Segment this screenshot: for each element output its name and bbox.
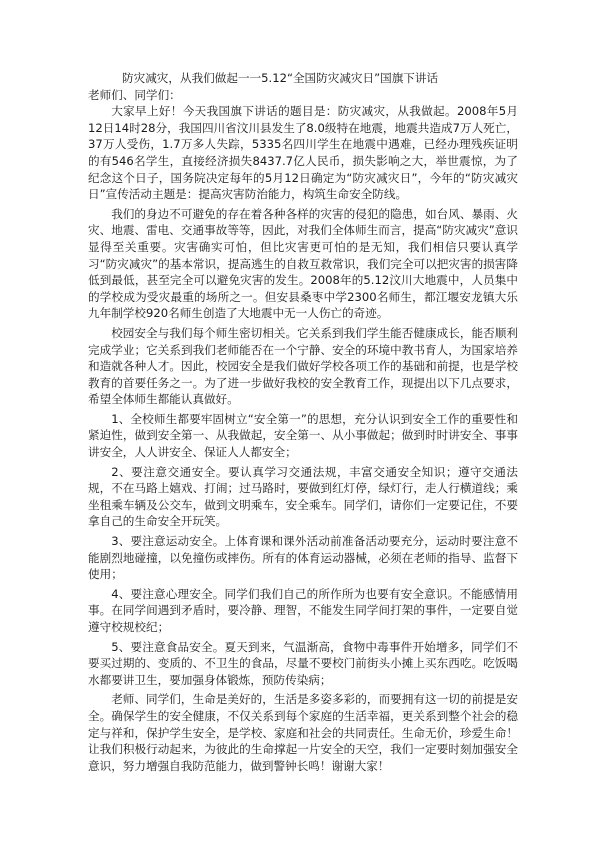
document-title: 防灾减灾，从我们做起一一5.12“全国防灾减灾日”国旗下讲话 [122, 71, 439, 85]
paragraph-intro: 大家早上好！今天我国旗下讲话的题目是：防灾减灾，从我做起。2008年5月12日14时28分，我国四川省汶川县发生了8.0级特在地震，地震共造成7万人死亡，37万人受伤，1.7万多人失踪，5335名四川学生在地震中遇难，已经办理残疾证明的有546名学生，直接经济损失8437.7亿人民币，损失影响之大，举世震惊，为了纪念这个日子，国务院决定每年的5月12日确定为“防灾减灾日”，今年的“防灾减灾日”宣传活动主题是：提高灾害防治能力，构筑生命安全防线。 [88, 104, 518, 202]
paragraph-item-1: 1、全校师生都要牢固树立“安全第一”的思想，充分认识到安全工作的重要性和紧迫性，做到安全第一、从我做起，安全第一、从小事做起；做到时时讲安全、事事讲安全，人人讲安全、保证人人都安全； [88, 411, 518, 460]
paragraph-item-3-sports: 3、要注意运动安全。上体育课和课外活动前准备活动要充分，运动时要注意不能剧烈地碰撞，以免撞伤或摔伤。所有的体育运动器械，必须在老师的指导、监督下使用； [88, 534, 518, 582]
paragraph-item-4-mental: 4、要注意心理安全。同学们我们自己的所作所为也要有安全意识。不能感情用事。在同学间遇到矛盾时，要冷静、理智，不能发生同学间打架的事件，一定要自觉遵守校规校纪； [88, 586, 518, 634]
paragraph-item-5-food: 5、要注意食品安全。夏天到来，气温渐高，食物中毒事件开始增多，同学们不要买过期的、变质的、不卫生的食品，尽量不要校门前街头小摊上买东西吃。吃饭喝水都要讲卫生，要加强身体锻炼，预防传染病； [88, 639, 518, 687]
greeting: 老师们、同学们： [88, 87, 181, 102]
paragraph-hazards: 我们的身边不可避免的存在着各种各样的灾害的侵犯的隐患，如台风、暴雨、火灾、地震、雷电、交通事故等等，因此，对我们全体师生而言，提高“防灾减灾”意识显得至关重要。灾害确实可怕，但比灾害更可怕的是无知，我们相信只要认真学习“防灾减灾”的基本常识，提高逃生的自救互救常识，我们完全可以把灾害的损害降低到最低，甚至完全可以避免灾害的发生。2008年的5.12汶川大地震中，人员集中的学校成为受灾最重的场所之一。但安县桑枣中学2300名师生，都江堰安龙镇大乐九年制学校920名师生创造了大地震中无一人伤亡的奇迹。 [88, 206, 518, 321]
paragraph-item-2-traffic: 2、要注意交通安全。要认真学习交通法规，丰富交通安全知识；遵守交通法规，不在马路上嬉戏、打闹；过马路时，要做到红灯停，绿灯行，走人行横道线；乘坐租乘车辆及公交车，做到文明乘车，安全乘车。同学们，请你们一定要记住，不要拿自己的生命安全开玩笑。 [88, 464, 518, 529]
paragraph-campus-safety: 校园安全与我们每个师生密切相关。它关系到我们学生能否健康成长，能否顺利完成学业；它关系到我们老师能否在一个宁静、安全的环境中教书育人，为国家培养和造就各种人才。因此，校园安全是我们做好学校各项工作的基础和前提，也是学校教育的首要任务之一。为了进一步做好我校的安全教育工作，现提出以下几点要求，希望全体师生都能认真做好。 [88, 325, 518, 407]
paragraph-closing: 老师、同学们，生命是美好的，生活是多姿多彩的，而要拥有这一切的前提是安全。确保学生的安全健康，不仅关系到每个家庭的生活幸福，更关系到整个社会的稳定与祥和，保护学生安全，是学校、家庭和社会的共同责任。生命无价，珍爱生命！让我们积极行动起来，为彼此的生命撑起一片安全的天空，我们一定要时刻加强安全意识，努力增强自我防范能力，做到警钟长鸣！谢谢大家！ [88, 692, 518, 773]
speech-document [88, 70, 518, 777]
